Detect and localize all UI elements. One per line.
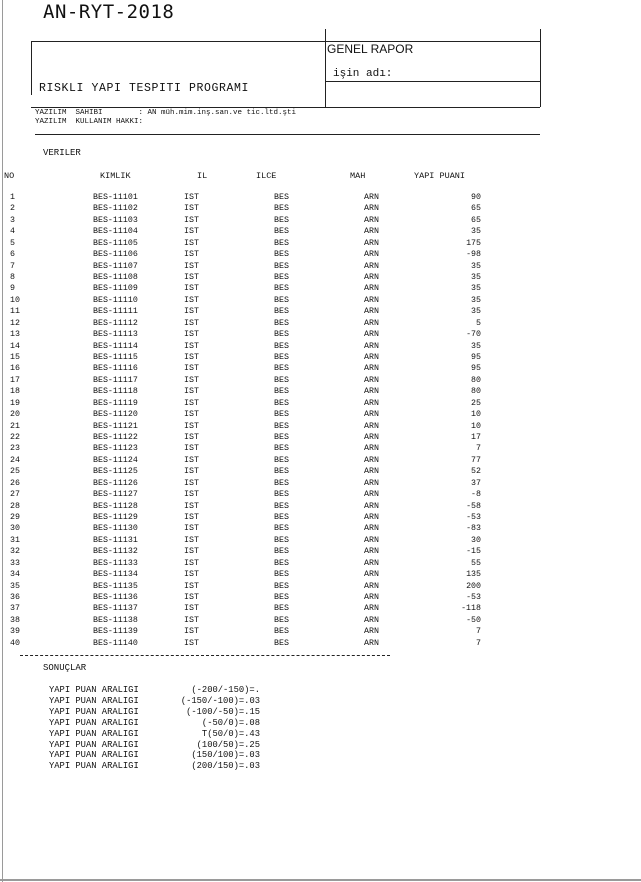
row-no: 16 <box>10 364 20 374</box>
row-kimlik: BES-11125 <box>93 467 138 477</box>
row-kimlik: BES-11109 <box>93 284 138 294</box>
row-kimlik: BES-11126 <box>93 478 138 488</box>
row-mah: ARN <box>364 284 379 294</box>
row-no: 22 <box>10 433 20 443</box>
row-mah: ARN <box>364 478 379 488</box>
row-il: IST <box>184 273 199 282</box>
result-range: T(50/0)=.43 <box>201 728 260 739</box>
row-il: IST <box>184 353 199 363</box>
row-no: 35 <box>10 581 20 591</box>
row-il: IST <box>184 558 199 568</box>
row-kimlik: BES-11129 <box>93 513 138 523</box>
row-il: IST <box>184 238 199 248</box>
row-ilce: BES <box>274 330 289 340</box>
row-kimlik: BES-11115 <box>93 353 138 363</box>
row-yapi-puani: 7 <box>476 627 481 637</box>
col-header-il: IL <box>197 171 208 181</box>
row-no: 20 <box>10 410 20 420</box>
result-label: YAPI PUAN ARALIGI <box>49 706 139 717</box>
row-kimlik: BES-11121 <box>93 421 138 431</box>
row-kimlik: BES-11120 <box>93 410 138 420</box>
row-kimlik: BES-11131 <box>93 535 138 545</box>
row-ilce: BES <box>274 558 289 568</box>
row-kimlik: BES-11123 <box>93 444 138 454</box>
row-il: IST <box>184 627 199 637</box>
result-label: YAPI PUAN ARALIGI <box>49 739 139 750</box>
row-no: 33 <box>10 558 20 568</box>
row-yapi-puani: -98 <box>466 250 481 260</box>
row-yapi-puani: 55 <box>471 558 481 568</box>
header-left-line <box>31 41 32 95</box>
genel-rapor-label: GENEL RAPOR <box>327 42 414 56</box>
row-il: IST <box>184 535 199 545</box>
row-il: IST <box>184 421 199 431</box>
row-mah: ARN <box>364 433 379 443</box>
row-yapi-puani: 135 <box>466 570 481 580</box>
row-no: 4 <box>10 227 15 237</box>
result-range: (-150/-100)=.03 <box>180 695 260 706</box>
row-mah: ARN <box>364 273 379 282</box>
row-no: 27 <box>10 490 20 500</box>
result-label: YAPI PUAN ARALIGI <box>49 728 139 739</box>
result-label: YAPI PUAN ARALIGI <box>49 761 139 772</box>
row-kimlik: BES-11133 <box>93 558 138 568</box>
result-label: YAPI PUAN ARALIGI <box>49 750 139 761</box>
row-no: 1 <box>10 193 15 202</box>
row-il: IST <box>184 615 199 625</box>
row-il: IST <box>184 433 199 443</box>
result-range: (100/50)=.25 <box>196 739 260 750</box>
row-no: 32 <box>10 547 20 557</box>
row-yapi-puani: 17 <box>471 433 481 443</box>
row-ilce: BES <box>274 638 289 648</box>
veriler-title: VERILER <box>43 148 81 158</box>
software-owner-line: YAZILIM SAHIBI : AN müh.mim.inş.san.ve tic.ltd.şti <box>35 109 297 117</box>
row-mah: ARN <box>364 238 379 248</box>
row-ilce: BES <box>274 547 289 557</box>
row-il: IST <box>184 375 199 385</box>
row-yapi-puani: 30 <box>471 535 481 545</box>
row-yapi-puani: -53 <box>466 513 481 523</box>
row-il: IST <box>184 444 199 454</box>
row-no: 13 <box>10 330 20 340</box>
row-mah: ARN <box>364 204 379 214</box>
row-mah: ARN <box>364 193 379 202</box>
row-ilce: BES <box>274 535 289 545</box>
row-ilce: BES <box>274 353 289 363</box>
row-yapi-puani: -58 <box>466 501 481 511</box>
row-mah: ARN <box>364 604 379 614</box>
row-yapi-puani: 35 <box>471 261 481 271</box>
col-header-mah: MAH <box>350 171 366 181</box>
row-mah: ARN <box>364 387 379 397</box>
row-yapi-puani: 35 <box>471 284 481 294</box>
row-ilce: BES <box>274 307 289 317</box>
row-no: 11 <box>10 307 20 317</box>
row-ilce: BES <box>274 513 289 523</box>
row-mah: ARN <box>364 318 379 328</box>
row-ilce: BES <box>274 455 289 465</box>
row-ilce: BES <box>274 581 289 591</box>
row-ilce: BES <box>274 364 289 374</box>
document-title: AN-RYT-2018 <box>43 1 175 23</box>
row-mah: ARN <box>364 581 379 591</box>
row-il: IST <box>184 307 199 317</box>
meta-divider <box>35 134 540 135</box>
row-kimlik: BES-11112 <box>93 318 138 328</box>
table-end-divider <box>20 655 390 656</box>
row-ilce: BES <box>274 375 289 385</box>
result-range: (150/100)=.03 <box>191 750 260 761</box>
row-mah: ARN <box>364 524 379 534</box>
row-no: 34 <box>10 570 20 580</box>
row-kimlik: BES-11114 <box>93 341 138 351</box>
row-kimlik: BES-11140 <box>93 638 138 648</box>
row-yapi-puani: 35 <box>471 295 481 305</box>
sonuclar-title: SONUÇLAR <box>43 663 87 673</box>
row-mah: ARN <box>364 513 379 523</box>
row-no: 25 <box>10 467 20 477</box>
row-mah: ARN <box>364 330 379 340</box>
row-il: IST <box>184 261 199 271</box>
row-kimlik: BES-11116 <box>93 364 138 374</box>
col-header-ilce: ILCE <box>256 171 277 181</box>
row-kimlik: BES-11139 <box>93 627 138 637</box>
col-header-no: NO <box>4 171 15 181</box>
row-mah: ARN <box>364 570 379 580</box>
row-yapi-puani: 52 <box>471 467 481 477</box>
row-yapi-puani: -50 <box>466 615 481 625</box>
row-yapi-puani: 200 <box>466 581 481 591</box>
row-no: 31 <box>10 535 20 545</box>
row-yapi-puani: -8 <box>471 490 481 500</box>
row-mah: ARN <box>364 467 379 477</box>
row-il: IST <box>184 593 199 603</box>
row-ilce: BES <box>274 250 289 260</box>
row-mah: ARN <box>364 353 379 363</box>
row-kimlik: BES-11113 <box>93 330 138 340</box>
row-ilce: BES <box>274 478 289 488</box>
row-ilce: BES <box>274 318 289 328</box>
row-il: IST <box>184 341 199 351</box>
row-yapi-puani: -118 <box>461 604 481 614</box>
row-yapi-puani: 35 <box>471 341 481 351</box>
row-no: 15 <box>10 353 20 363</box>
row-mah: ARN <box>364 558 379 568</box>
row-no: 12 <box>10 318 20 328</box>
row-no: 24 <box>10 455 20 465</box>
row-yapi-puani: -70 <box>466 330 481 340</box>
row-kimlik: BES-11111 <box>93 307 138 317</box>
row-kimlik: BES-11110 <box>93 295 138 305</box>
row-kimlik: BES-11127 <box>93 490 138 500</box>
row-no: 36 <box>10 593 20 603</box>
row-kimlik: BES-11137 <box>93 604 138 614</box>
row-yapi-puani: 80 <box>471 375 481 385</box>
row-il: IST <box>184 410 199 420</box>
row-mah: ARN <box>364 364 379 374</box>
row-yapi-puani: -53 <box>466 593 481 603</box>
row-ilce: BES <box>274 398 289 408</box>
row-il: IST <box>184 467 199 477</box>
row-il: IST <box>184 513 199 523</box>
report-header-box <box>31 29 540 107</box>
row-no: 18 <box>10 387 20 397</box>
row-no: 29 <box>10 513 20 523</box>
row-mah: ARN <box>364 501 379 511</box>
row-kimlik: BES-11122 <box>93 433 138 443</box>
row-ilce: BES <box>274 604 289 614</box>
row-mah: ARN <box>364 615 379 625</box>
row-no: 9 <box>10 284 15 294</box>
header-divider-line <box>325 29 326 107</box>
row-yapi-puani: 35 <box>471 307 481 317</box>
job-name-label: işin adı: <box>333 68 393 80</box>
row-il: IST <box>184 638 199 648</box>
row-yapi-puani: -15 <box>466 547 481 557</box>
row-il: IST <box>184 364 199 374</box>
row-mah: ARN <box>364 638 379 648</box>
row-il: IST <box>184 398 199 408</box>
row-yapi-puani: 65 <box>471 204 481 214</box>
row-il: IST <box>184 295 199 305</box>
result-range: (-100/-50)=.15 <box>186 706 260 717</box>
row-il: IST <box>184 204 199 214</box>
row-no: 40 <box>10 638 20 648</box>
result-range: (200/150)=.03 <box>191 761 260 772</box>
row-ilce: BES <box>274 204 289 214</box>
row-no: 14 <box>10 341 20 351</box>
row-no: 6 <box>10 250 15 260</box>
row-ilce: BES <box>274 570 289 580</box>
row-no: 21 <box>10 421 20 431</box>
header-bottom-line <box>31 107 540 108</box>
row-kimlik: BES-11108 <box>93 273 138 282</box>
row-ilce: BES <box>274 410 289 420</box>
row-ilce: BES <box>274 295 289 305</box>
row-il: IST <box>184 284 199 294</box>
row-kimlik: BES-11130 <box>93 524 138 534</box>
row-no: 26 <box>10 478 20 488</box>
row-mah: ARN <box>364 535 379 545</box>
row-ilce: BES <box>274 387 289 397</box>
row-il: IST <box>184 547 199 557</box>
row-ilce: BES <box>274 341 289 351</box>
row-ilce: BES <box>274 421 289 431</box>
row-ilce: BES <box>274 273 289 282</box>
row-ilce: BES <box>274 284 289 294</box>
row-ilce: BES <box>274 193 289 202</box>
row-il: IST <box>184 227 199 237</box>
row-mah: ARN <box>364 227 379 237</box>
row-no: 23 <box>10 444 20 454</box>
row-ilce: BES <box>274 490 289 500</box>
row-no: 2 <box>10 204 15 214</box>
row-yapi-puani: 95 <box>471 353 481 363</box>
row-no: 28 <box>10 501 20 511</box>
row-yapi-puani: 95 <box>471 364 481 374</box>
row-kimlik: BES-11105 <box>93 238 138 248</box>
row-il: IST <box>184 501 199 511</box>
row-mah: ARN <box>364 410 379 420</box>
row-mah: ARN <box>364 295 379 305</box>
row-yapi-puani: 65 <box>471 215 481 225</box>
row-no: 5 <box>10 238 15 248</box>
header-right-line <box>540 29 541 107</box>
result-label: YAPI PUAN ARALIGI <box>49 685 139 695</box>
row-il: IST <box>184 524 199 534</box>
row-ilce: BES <box>274 467 289 477</box>
row-mah: ARN <box>364 307 379 317</box>
row-kimlik: BES-11138 <box>93 615 138 625</box>
row-mah: ARN <box>364 375 379 385</box>
row-kimlik: BES-11102 <box>93 204 138 214</box>
row-kimlik: BES-11134 <box>93 570 138 580</box>
page-left-border <box>2 0 3 882</box>
row-yapi-puani: 77 <box>471 455 481 465</box>
row-il: IST <box>184 478 199 488</box>
row-il: IST <box>184 215 199 225</box>
row-kimlik: BES-11103 <box>93 215 138 225</box>
row-mah: ARN <box>364 547 379 557</box>
row-il: IST <box>184 581 199 591</box>
row-no: 37 <box>10 604 20 614</box>
row-no: 17 <box>10 375 20 385</box>
row-mah: ARN <box>364 341 379 351</box>
row-mah: ARN <box>364 261 379 271</box>
row-yapi-puani: -83 <box>466 524 481 534</box>
row-il: IST <box>184 250 199 260</box>
row-ilce: BES <box>274 615 289 625</box>
row-kimlik: BES-11118 <box>93 387 138 397</box>
row-ilce: BES <box>274 524 289 534</box>
row-mah: ARN <box>364 215 379 225</box>
row-mah: ARN <box>364 444 379 454</box>
row-mah: ARN <box>364 250 379 260</box>
row-il: IST <box>184 490 199 500</box>
row-yapi-puani: 90 <box>471 193 481 202</box>
row-mah: ARN <box>364 421 379 431</box>
row-il: IST <box>184 318 199 328</box>
row-mah: ARN <box>364 455 379 465</box>
software-rights-line: YAZILIM KULLANIM HAKKI: <box>35 118 144 126</box>
row-no: 8 <box>10 273 15 282</box>
row-kimlik: BES-11135 <box>93 581 138 591</box>
row-kimlik: BES-11136 <box>93 593 138 603</box>
row-il: IST <box>184 387 199 397</box>
row-mah: ARN <box>364 627 379 637</box>
row-il: IST <box>184 193 199 202</box>
page-bottom-border <box>0 879 641 881</box>
col-header-kimlik: KIMLIK <box>100 171 131 181</box>
row-kimlik: BES-11117 <box>93 375 138 385</box>
row-yapi-puani: 7 <box>476 638 481 648</box>
row-il: IST <box>184 455 199 465</box>
row-kimlik: BES-11106 <box>93 250 138 260</box>
row-ilce: BES <box>274 227 289 237</box>
row-kimlik: BES-11107 <box>93 261 138 271</box>
row-yapi-puani: 37 <box>471 478 481 488</box>
row-ilce: BES <box>274 501 289 511</box>
row-yapi-puani: 80 <box>471 387 481 397</box>
result-range: (-200/-150)=. <box>191 685 260 695</box>
row-mah: ARN <box>364 398 379 408</box>
row-il: IST <box>184 570 199 580</box>
row-no: 38 <box>10 615 20 625</box>
row-kimlik: BES-11119 <box>93 398 138 408</box>
row-ilce: BES <box>274 238 289 248</box>
header-top-line <box>31 41 540 42</box>
row-no: 3 <box>10 215 15 225</box>
row-yapi-puani: 7 <box>476 444 481 454</box>
col-header-yapi-puani: YAPI PUANI <box>414 171 466 181</box>
result-label: YAPI PUAN ARALIGI <box>49 695 139 706</box>
row-ilce: BES <box>274 261 289 271</box>
row-il: IST <box>184 330 199 340</box>
row-kimlik: BES-11132 <box>93 547 138 557</box>
result-label: YAPI PUAN ARALIGI <box>49 717 139 728</box>
row-ilce: BES <box>274 444 289 454</box>
row-no: 30 <box>10 524 20 534</box>
row-ilce: BES <box>274 627 289 637</box>
row-no: 39 <box>10 627 20 637</box>
row-yapi-puani: 5 <box>476 318 481 328</box>
row-yapi-puani: 175 <box>466 238 481 248</box>
row-ilce: BES <box>274 433 289 443</box>
row-yapi-puani: 35 <box>471 227 481 237</box>
row-no: 10 <box>10 295 20 305</box>
row-yapi-puani: 25 <box>471 398 481 408</box>
row-yapi-puani: 35 <box>471 273 481 282</box>
result-range: (-50/0)=.08 <box>201 717 260 728</box>
header-mid-line <box>325 81 540 82</box>
row-mah: ARN <box>364 490 379 500</box>
row-kimlik: BES-11104 <box>93 227 138 237</box>
row-no: 7 <box>10 261 15 271</box>
row-ilce: BES <box>274 215 289 225</box>
row-no: 19 <box>10 398 20 408</box>
program-name: RISKLI YAPI TESPITI PROGRAMI <box>39 82 250 95</box>
row-yapi-puani: 10 <box>471 410 481 420</box>
row-kimlik: BES-11101 <box>93 193 138 202</box>
row-kimlik: BES-11128 <box>93 501 138 511</box>
row-ilce: BES <box>274 593 289 603</box>
row-yapi-puani: 10 <box>471 421 481 431</box>
row-il: IST <box>184 604 199 614</box>
row-kimlik: BES-11124 <box>93 455 138 465</box>
row-mah: ARN <box>364 593 379 603</box>
